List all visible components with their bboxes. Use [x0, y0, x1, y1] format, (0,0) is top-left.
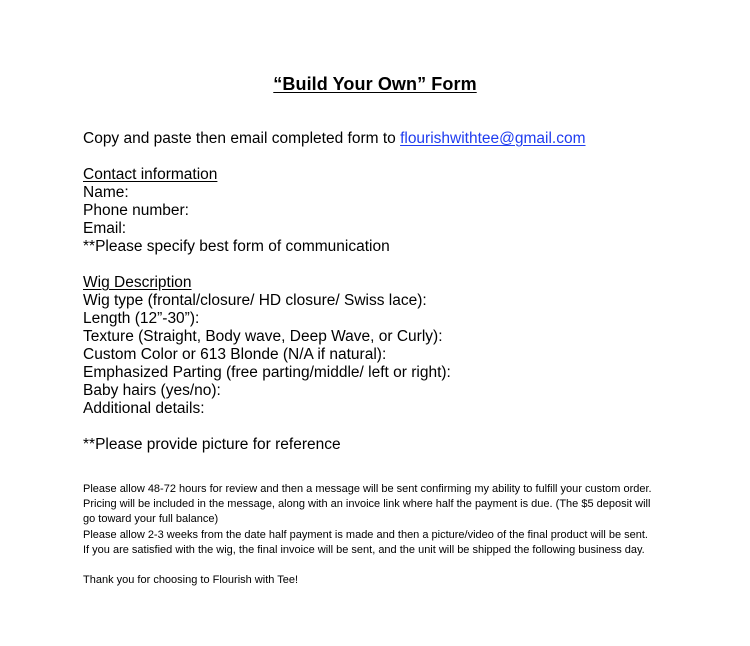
field-baby-hairs: Baby hairs (yes/no):: [83, 382, 221, 399]
picture-note: **Please provide picture for reference: [83, 436, 341, 453]
spacer: [83, 558, 683, 573]
wig-heading: Wig Description: [83, 274, 192, 291]
footer-line: Pricing will be included in the message, along with an invoice link where half the payment is due. (The $5 deposit will: [83, 498, 651, 511]
footer-notes: [83, 482, 683, 588]
page-title: “Build Your Own” Form: [273, 74, 477, 94]
field-length: Length (12”-30”):: [83, 310, 200, 327]
intro-line: [83, 130, 723, 148]
field-email: Email:: [83, 220, 127, 237]
field-additional-details: Additional details:: [83, 400, 205, 417]
contact-heading: Contact information: [83, 166, 218, 183]
field-parting: Emphasized Parting (free parting/middle/ left or right):: [83, 364, 451, 381]
email-link[interactable]: flourishwithtee@gmail.com: [400, 130, 586, 147]
field-texture: Texture (Straight, Body wave, Deep Wave, or Curly):: [83, 328, 443, 345]
thanks-line: Thank you for choosing to Flourish with Tee!: [83, 574, 299, 587]
spacer: [83, 256, 723, 274]
spacer: [83, 148, 723, 166]
footer-line: go toward your full balance): [83, 513, 219, 526]
field-name: Name:: [83, 184, 129, 201]
communication-note: **Please specify best form of communication: [83, 238, 390, 255]
field-color: Custom Color or 613 Blonde (N/A if natural):: [83, 346, 387, 363]
intro-text: Copy and paste then email completed form to: [83, 130, 401, 147]
footer-line: If you are satisfied with the wig, the final invoice will be sent, and the unit will be shipped the following business day.: [83, 543, 645, 556]
footer-line: Please allow 48-72 hours for review and then a message will be sent confirming my ability to fulfill your custom order.: [83, 483, 652, 495]
spacer: [83, 418, 723, 436]
field-wig-type: Wig type (frontal/closure/ HD closure/ Swiss lace):: [83, 292, 427, 309]
form-body: [83, 130, 723, 454]
field-phone: Phone number:: [83, 202, 189, 219]
footer-line: Please allow 2-3 weeks from the date half payment is made and then a picture/video of the final product will be sent.: [83, 528, 648, 541]
